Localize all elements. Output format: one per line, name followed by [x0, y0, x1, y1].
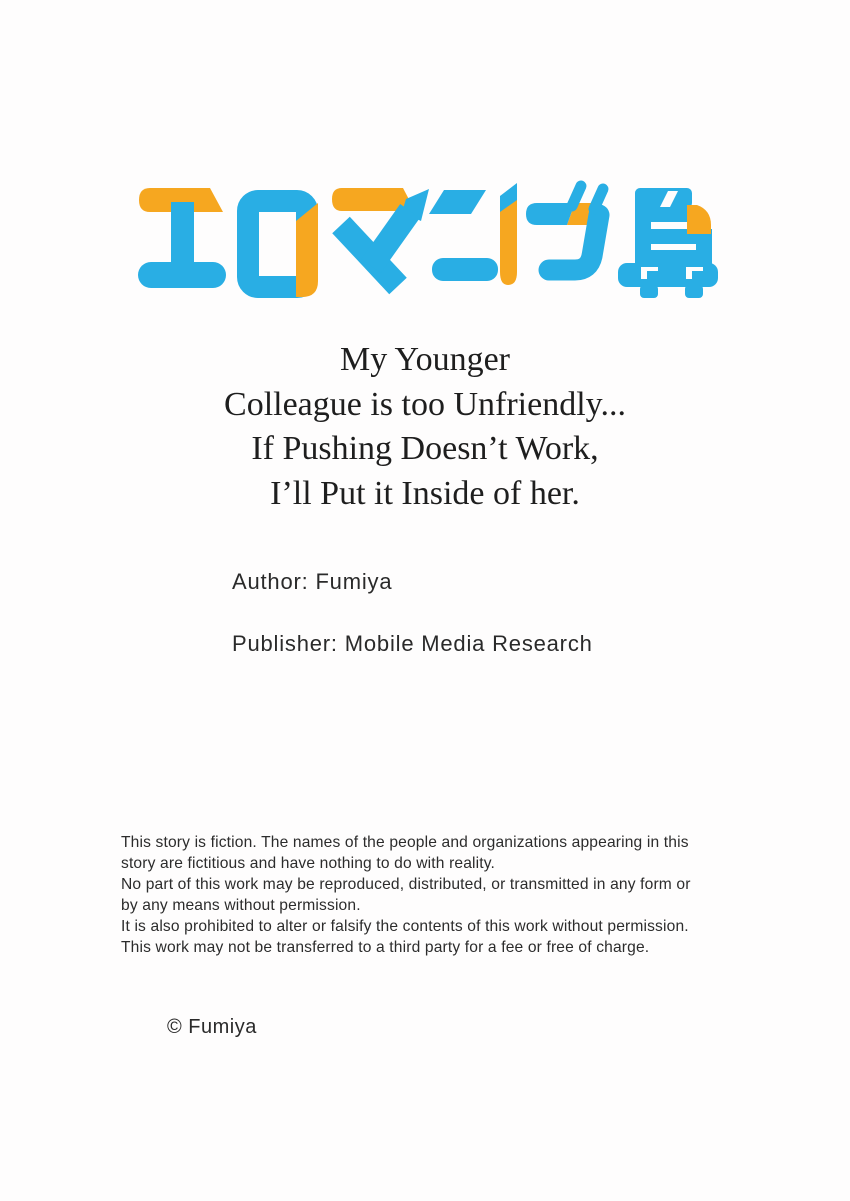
disclaimer-line-5: It is also prohibited to alter or falsify the contents of this work without permission.	[121, 917, 689, 935]
eromanga-jima-logo	[130, 163, 725, 311]
copyright-line: © Fumiya	[167, 1016, 257, 1038]
title-line-3: If Pushing Doesn’t Work,	[251, 430, 599, 467]
disclaimer-line-2: story are fictitious and have nothing to do with reality.	[121, 854, 496, 872]
logo-artwork	[130, 163, 725, 311]
author-line: Author: Fumiya	[232, 569, 393, 594]
logo-char-e	[138, 188, 226, 288]
logo-char-ga	[500, 183, 608, 285]
logo-char-ro	[248, 201, 318, 297]
disclaimer-line-3: No part of this work may be reproduced, distributed, or transmitted in any form or	[121, 875, 691, 893]
disclaimer-line-1: This story is fiction. The names of the people and organizations appearing in this	[121, 834, 689, 851]
disclaimer-line-6: This work may not be transferred to a third party for a fee or free of charge.	[121, 938, 650, 956]
book-title	[0, 338, 850, 516]
publisher-line: Publisher: Mobile Media Research	[232, 631, 593, 656]
title-line-1: My Younger	[339, 341, 511, 378]
logo-char-n	[429, 190, 498, 281]
logo-char-shima	[618, 188, 718, 298]
disclaimer-line-4: by any means without permission.	[121, 896, 361, 914]
title-line-4: I’ll Put it Inside of her.	[270, 474, 580, 512]
title-line-2: Colleague is too Unfriendly...	[224, 385, 626, 423]
logo-char-ma	[332, 188, 429, 286]
legal-disclaimer	[121, 833, 761, 958]
